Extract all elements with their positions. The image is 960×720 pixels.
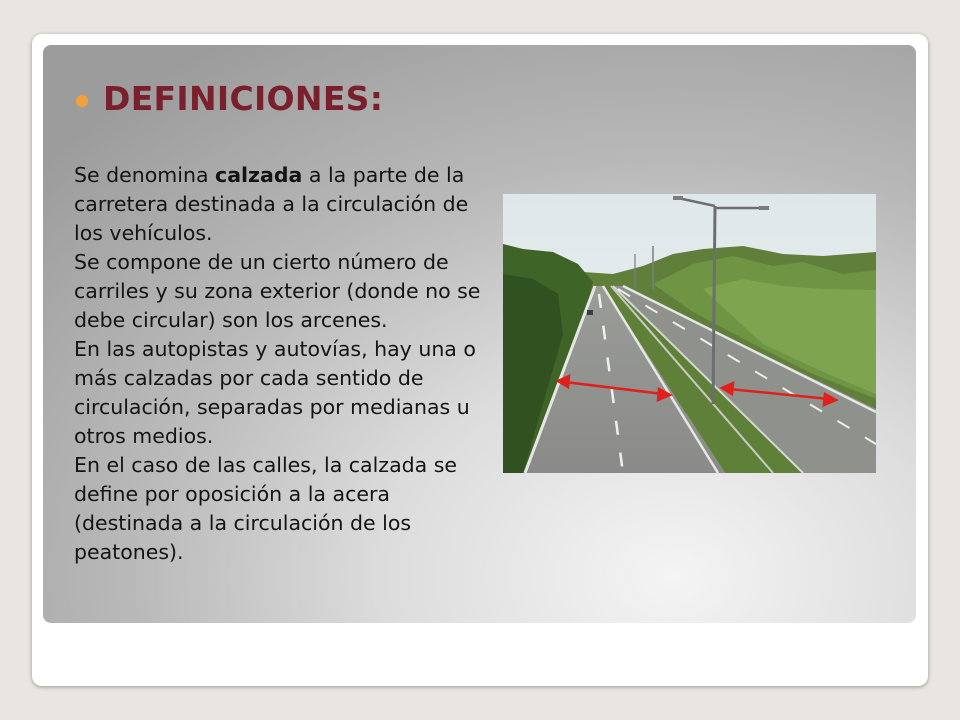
paragraph-text: a la parte de la carretera destinada a la circulación de los vehículos. <box>74 163 469 245</box>
definition-text <box>74 161 494 567</box>
paragraph-autopistas: En las autopistas y autovías, hay una o más calzadas por cada sentido de circulación, separadas por medianas u otros medios. <box>74 337 476 448</box>
highway-photo <box>503 194 876 473</box>
bold-term: calzada <box>215 163 303 187</box>
slide-title: DEFINICIONES: <box>103 79 384 118</box>
paragraph-text: Se denomina <box>74 163 216 187</box>
paragraph-carriles: Se compone de un cierto número de carriles y su zona exterior (donde no se debe circular) son los arcenes. <box>74 250 481 332</box>
paragraph-calles: En el caso de las calles, la calzada se define por oposición a la acera (destinada a la circulación de los peatones). <box>74 453 458 564</box>
title-bullet-icon <box>76 95 88 107</box>
paragraph-calzada <box>74 161 494 248</box>
